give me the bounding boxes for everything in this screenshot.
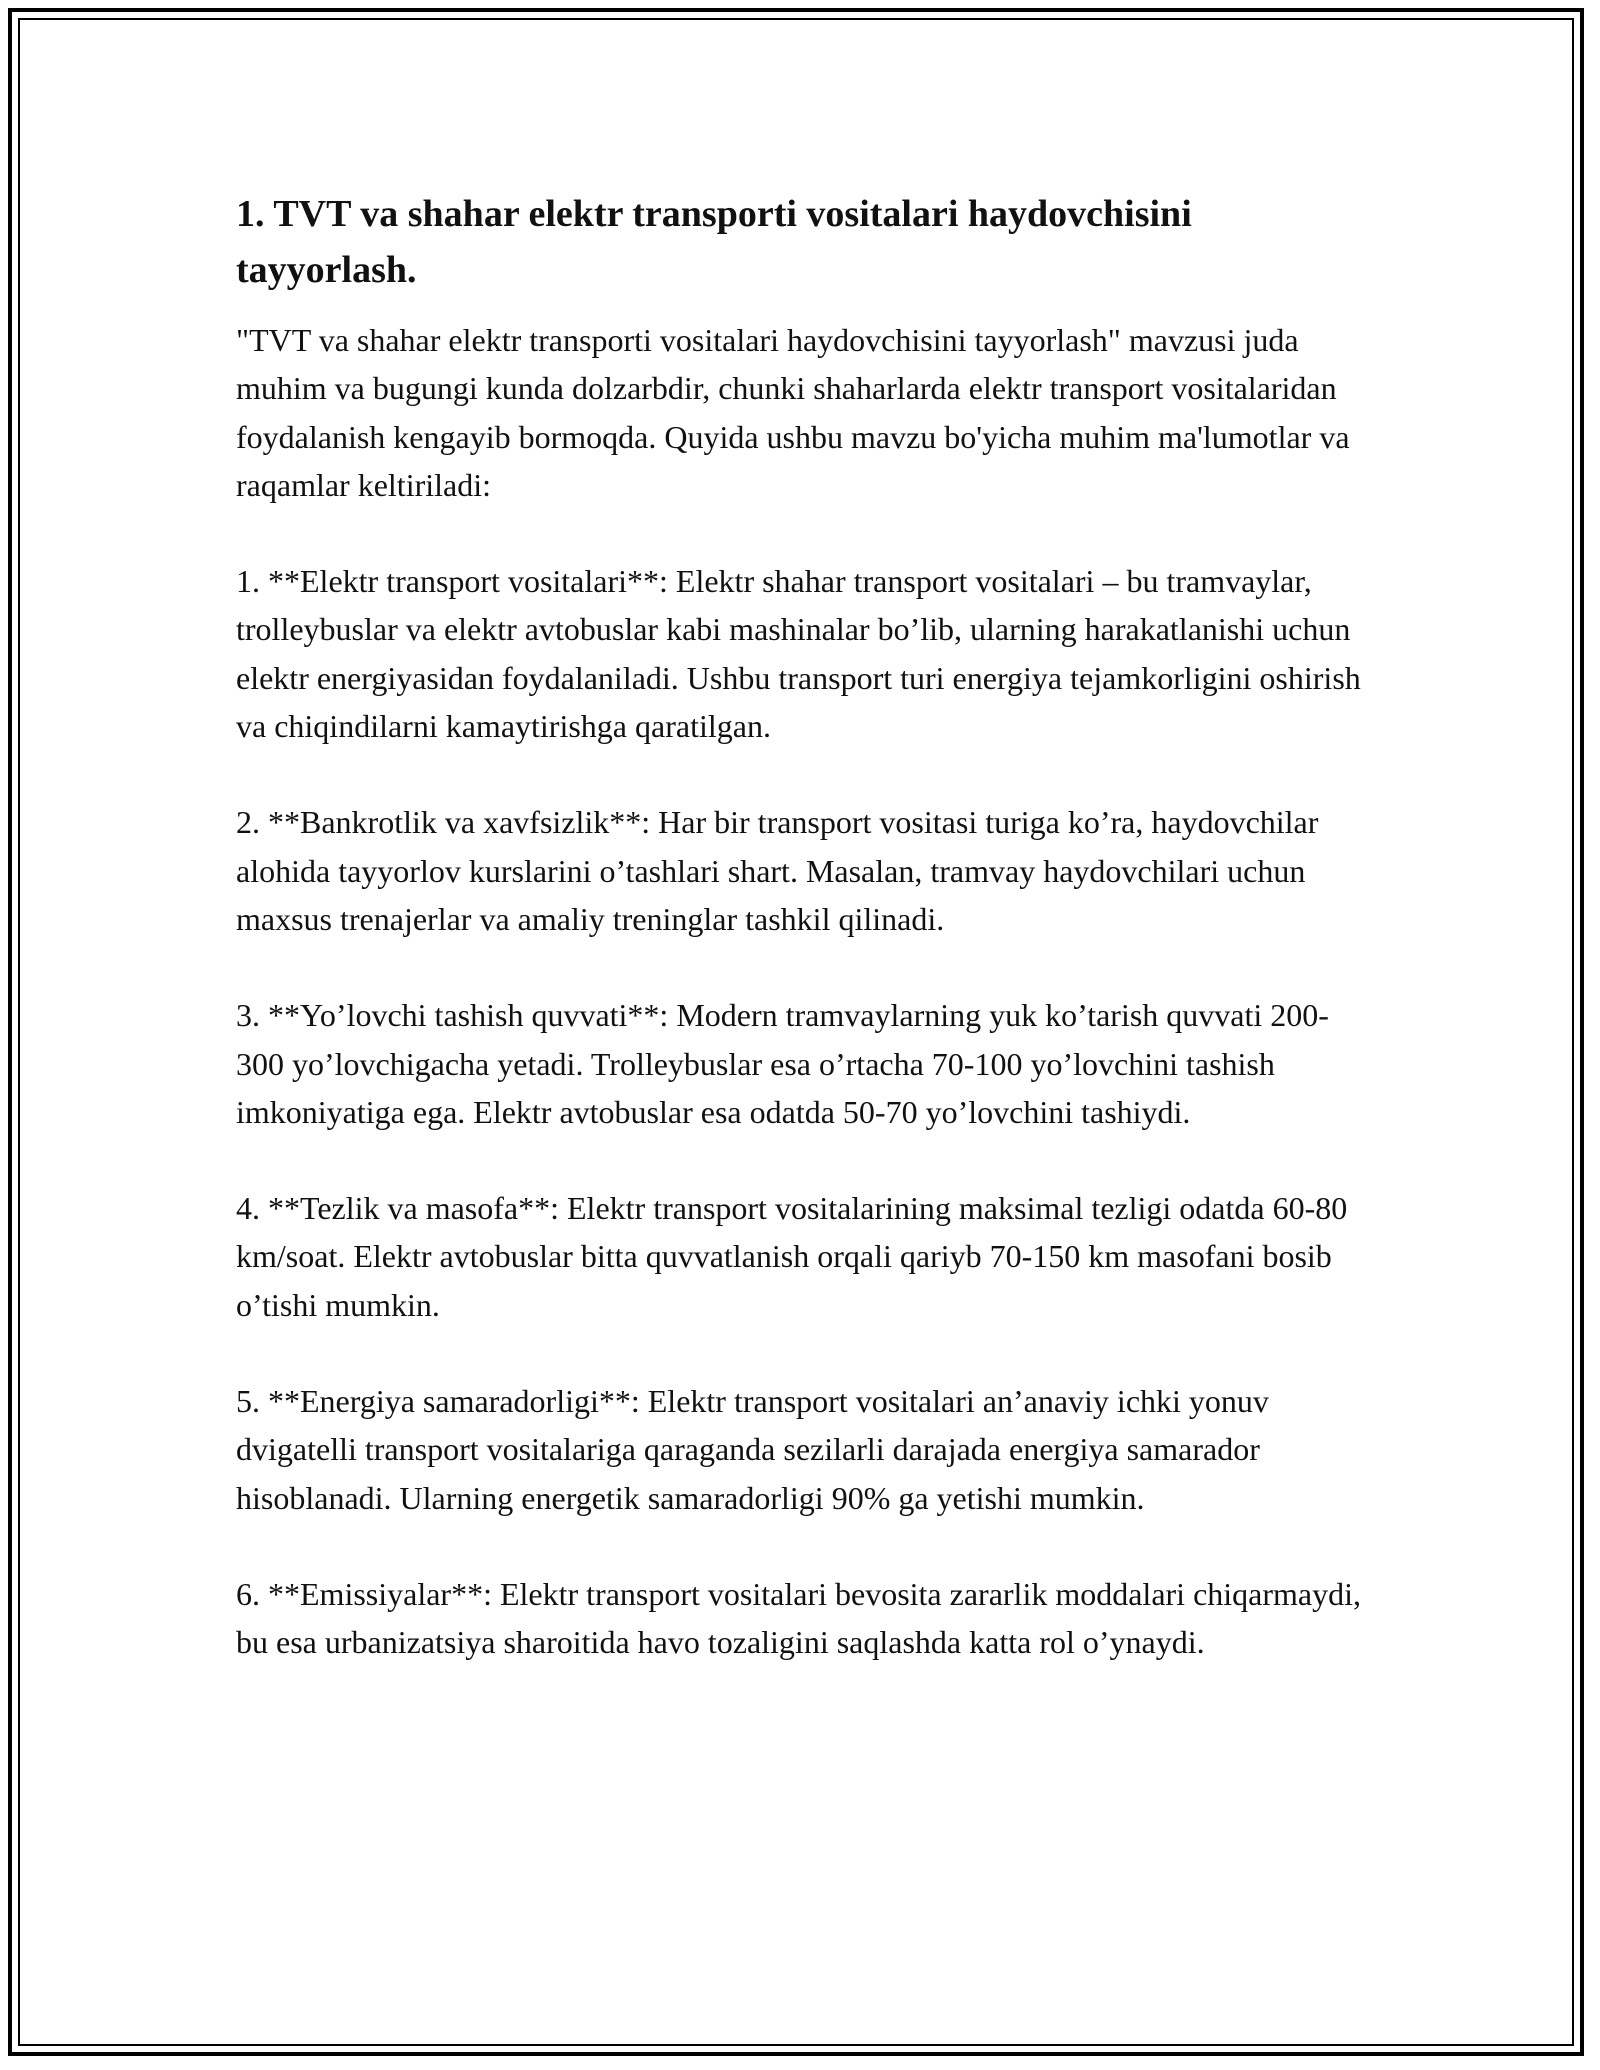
list-item-1: 1. **Elektr transport vositalari**: Elektr shahar transport vositalari – bu tramvaylar, trolleybuslar va elektr avtobuslar kabi mashinalar bo’lib, ularning harakatlanishi uchun elektr energiyasidan foydalaniladi. Ushbu transport turi energiya tejamkorligini oshirish va chiqindilarni kamaytirishga qaratilgan. <box>236 563 1361 745</box>
list-item-4: 4. **Tezlik va masofa**: Elektr transport vositalarining maksimal tezligi odatda 60-80 km/soat. Elektr avtobuslar bitta quvvatlanish orqali qariyb 70-150 km masofani bosib o’tishi mumkin. <box>236 1190 1348 1323</box>
document-title: 1. TVT va shahar elektr transporti vositalari haydovchisini tayyorlash. <box>236 193 1192 291</box>
list-item-5: 5. **Energiya samaradorligi**: Elektr transport vositalari an’anaviy ichki yonuv dvigatelli transport vositalariga qaraganda sezilarli darajada energiya samarador hisoblanadi. Ularning energetik samaradorligi 90% ga yetishi mumkin. <box>236 1383 1269 1516</box>
list-item-3: 3. **Yo’lovchi tashish quvvati**: Modern tramvaylarning yuk ko’tarish quvvati 200-300 yo’lovchigacha yetadi. Trolleybuslar esa o’rtacha 70-100 yo’lovchini tashish imkoniyatiga ega. Elektr avtobuslar esa odatda 50-70 yo’lovchini tashiydi. <box>236 997 1329 1130</box>
list-item-6: 6. **Emissiyalar**: Elektr transport vositalari bevosita zararlik moddalari chiqarmaydi, bu esa urbanizatsiya sharoitida havo tozaligini saqlashda katta rol o’ynaydi. <box>236 1575 1361 1661</box>
list-item-2: 2. **Bankrotlik va xavfsizlik**: Har bir transport vositasi turiga ko’ra, haydovchilar alohida tayyorlov kurslarini o’tashlari shart. Masalan, tramvay haydovchilari uchun maxsus trenajerlar va amaliy treninglar tashkil qilinadi. <box>236 804 1319 937</box>
document-body <box>236 186 1376 1715</box>
intro-paragraph: "TVT va shahar elektr transporti vositalari haydovchisini tayyorlash" mavzusi juda muhim va bugungi kunda dolzarbdir, chunki shaharlarda elektr transport vositalaridan foydalanish kengayib bormoqda. Quyida ushbu mavzu bo'yicha muhim ma'lumotlar va raqamlar keltiriladi: <box>236 322 1350 503</box>
